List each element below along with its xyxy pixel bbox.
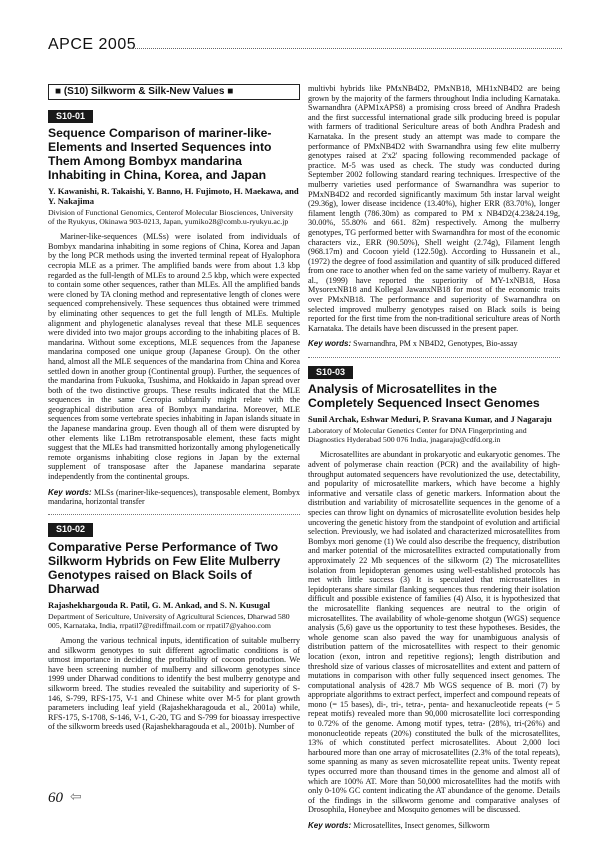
divider: [48, 514, 300, 515]
abstract-title: Comparative Perse Performance of Two Silkworm Hybrids on Few Elite Mulberry Genotypes raised on Black Soils of Dharwad: [48, 540, 281, 597]
abstract-authors: Y. Kawanishi, R. Takaishi, Y. Banno, H. Fujimoto, H. Maekawa, and Y. Nakajima: [48, 186, 299, 207]
abstract-affiliation: Laboratory of Molecular Genetics Center for DNA Fingerprinting and Diagnostics Hyderabad 500 076 India, jnagaraju@cdfd.org.in: [308, 426, 527, 445]
abstract-authors: Rajashekhargouda R. Patil, G. M. Ankad, and S. N. Kusugal: [48, 600, 271, 611]
abstract-keywords: [48, 488, 300, 507]
divider: [308, 357, 560, 358]
abstract-id-tag: S10-02: [48, 523, 93, 537]
header-rule: [130, 48, 562, 49]
abstract-body: Microsatellites are abundant in prokaryotic and eukaryotic genomes. The advent of polymerase chain reaction (PCR) and the availability of high-throughput automated sequencers have revolutionized the use, detectability, and popularity of microsatellite markers, which have become a highly informative and versatile class of genetic markers. Information about the distribution and variability of microsatellite sequences in the genome of a species can throw light on dynamics of microsatellite evolution besides help uncovering the genetic history from the standpoint of evolution and artificial selection. Previously, we had isolated and characterized microsatellites from Bombyx mori genome (1) We could also describe the frequency, distribution and marker potential of the microsatellites extracted computationally from approximately 22 Mb sequences of the silkworm (2) The microsatellites isolation from lepidopteran genomes using well-established protocols has met with little success (3) It is speculated that microsatellites in lepidopterans share similar flanking sequences thus rendering their isolation difficult and possible existence of families (4) Also, it is hypothesized that the microsatellite flanking sequences are neutral to the origin of microsatellites. The availability of whole-genome shotgun (WGS) sequence analysis (5,6) gave us the opportunity to test these hypotheses. Besides, the whole genome scan also paved the way for unambiguous analysis of distribution pattern of the microsatellites with respect to their genomic location (exon, intron and repetitive regions); length distribution and threshold size of various classes of microsatellites and extent and pattern of mutations in comparison with other fully sequenced insect genomes. The computational analysis of 428.7 Mb WGS sequence of B. mori (7) by appropriate algorithms to extract perfect, imperfect and compound repeats of mono (= 15 bases), di-, tri-, tetra-, penta- and hexanucleotide repeats (= 5 repeat motifs) revealed more than 90,000 microsatellite loci corresponding to 0.72% of the genome. Among motif types, tetra- (28%), tri-(26%) and mononucleotide repeats (20%) constituted the bulk of the microsatellites, 13% of which constituted perfect microsatellites. About 2,000 loci harboured more than one array of microsatellites (2.3% of the total repeats), some spanning as many as seven microsatellite repeat units. Twenty repeat types occurred more than thousand times in the genome and almost all of which are 100% AT. More than 50,000 microsatellites had the motifs with only 0-10% GC content indicating the AT abundance of the genome. Details of the findings in the silkworm genome and comparative analyses of Drosophila, Honeybee and Mosquito genomes will be discussed.: [308, 450, 560, 815]
abstract-s10-02: [48, 521, 300, 732]
keywords-text: Swarnandhra, PM x NB4D2, Genotypes, Bio-assay: [353, 339, 518, 349]
keywords-label: Key words:: [48, 487, 92, 497]
section-heading: ■ (S10) Silkworm & Silk-New Values ■: [48, 84, 300, 100]
keywords-label: Key words:: [308, 821, 352, 830]
abstract-title: Analysis of Microsatellites in the Completely Sequenced Insect Genomes: [308, 382, 540, 411]
keywords-text: MLSs (mariner-like-sequences), transposable element, Bombyx mandarina, horizontal transfer: [48, 487, 301, 507]
abstract-body-part-1: Among the various technical inputs, identification of suitable mulberry and silkworm genotypes to suit different agroclimatic conditions is of utmost importance in deciding the profitability of cocoon production. We have been screening number of mulberry and silkworm genotypes since 1999 under Dharwad conditions to identify the best mulberry genotype and silkworm breed. The studies revealed the suitability and superiority of S-146, S-799, RFS-175, V-1 and Chinese white over M-5 for plant growth parameters including leaf yield (Rajashekharagouda et al., 2001a) while, RFS-175, S-1708, S-146, V-1, C-20, TG and S-799 for bioassay irrespective of the silkworm breeds used (Rajashekharagouda et al., 2001b). Number of: [48, 636, 300, 732]
keywords-label: Key words:: [308, 339, 352, 349]
running-header-title: APCE 2005: [48, 36, 137, 53]
abstract-keywords: [308, 339, 560, 348]
abstract-id-tag: S10-03: [308, 366, 353, 380]
abstract-body: Mariner-like-sequences (MLSs) were isolated from individuals of Bombyx mandarina inhabiting in some regions of China, Korea and Japan by the long PCR methods using the inverted terminal repeat of Hyalophora cecropia MLE as a primer. The amplified bands were from about 1.3 kbp regarded as the full-length of MLEs to around 2.5 kbp, which were expected to contain some other sequences, rather than MLEs. All the amplified bands were cloned by TA cloning method and representative length of clones were sequenced comprehensively. These sequences thus obtained were trimmed by eliminating other sequences to get the full length of MLEs. Multiple alignment and phylogenetic alanalyses reveal that these MLE sequences were divided into two major groups according to the inhabiting places of B. mandarina. Without some exceptions, MLE sequences from the Japanese mandarina composed one unique group (Japanese Group). On the other hand, almost all the MLE sequences of the mandarina from China and Korea settled down in another group (Continental group). Further, the sequences of the mandarina from Fukuoka, Tsushima, and Hokkaido in Japan spread over both of the two distinctive groups. These results indicated that the MLE sequences in the same Cecropia subfamily might relate with the geographical distribution area of Bombyx mandarina. Moreover, MLE sequences from some vertebrate species inhabiting in Japan islands situate in the Japanese mandarina group. Even though all of them were disrupted by other elements like L1Bm retrotransposable element, these facts might suggest that the MLEs had transmitted horizontally among phylogenetically remote organisms inhabiting close regions in Japan by the external supplement of transposase after the Japanese mandarina separate independently from the continental groups.: [48, 232, 300, 482]
abstract-title: Sequence Comparison of mariner-like-Elements and Inserted Sequences into Them Among Bombyx mandarina Inhabiting in China, Korea, and Japan: [48, 126, 272, 183]
abstract-affiliation: Division of Functional Genomics, Centerof Molecular Biosciences, University of the Ryukyus, Okinawa 903-0213, Japan, yumiko28@comb.u-ryukyu.ac.jp: [48, 208, 294, 227]
abstract-keywords: [308, 821, 560, 830]
right-column: [308, 84, 560, 838]
abstract-s10-01: [48, 108, 300, 507]
abstract-body-part-2: multivbi hybrids like PMxNB4D2, PMxNB18, MH1xNB4D2 are being grown by the majority of the farmers throughout India including Karnataka. Swarnandhra (APM1xAPS8) a promising cross breed of Andhra Pradesh and the first successful international grade silk producing breed is popular with farmers of traditional Sericulture areas of both Andhra Pradesh and Karnataka. In the present study an attempt was made to compare the performance of PMxNB4D2 with Swarnandhra using few elite mulberry genotypes raised at 2'x2' spacing following recommended package of practice. M-5 was used as check. The study was conducted during September 2002 following standard rearing techniques. Irrespective of the mulberry varieties used performance of Swarnandhra was superior to PMxNB4D2 and recorded significantly maximum 5th instar larval weight (29.36g), lower disease incidence (13.40%), higher ERR (83.70%), longer filament length (786.30m) as compared to PM x NB4D2(4.23&24.19g, 30.00%, 55.80% and 661. 82m) respectively. Among the mulberry genotypes, TG performed better with Swarnandhra for most of the economic characters viz., ERR (90.50%), Shell weight (2.74g), Filament length (968.17m) and Cocoon yield (122.50g). According to Hussanein et al., (1972) the degree of food assimilation and quantity of silk produced differed from one race to another when fed on the same variety of mulberry. Rayar et al., (1999) have reported the superiority of MY-1xNB18, Hosa MysorexNB18 and Kollegal JawanxNB18 for most of the economic traits over PMxNB18. The performance and superiority of Swarnandhra on selected improved mulberry genotypes raised on Black soils is being reported for the first time from the non-traditional sericulture areas of North Karnataka. The details have been discussed in the present paper.: [308, 84, 560, 333]
page-number: 60: [48, 790, 63, 806]
abstract-s10-03: [308, 364, 560, 831]
left-column: [48, 84, 300, 732]
keywords-text: Microsatellites, Insect genomes, Silkworm: [353, 821, 490, 830]
abstract-id-tag: S10-01: [48, 110, 93, 124]
abstract-affiliation: Department of Sericulture, University of Agricultural Sciences, Dharwad 580 005, Karnataka, India, rrpatil7@rediffmail.com or rrpatil7@yahoo.com: [48, 612, 290, 631]
abstract-authors: Sunil Archak, Eshwar Meduri, P. Sravana Kumar, and J Nagaraju: [308, 414, 552, 425]
back-arrow-icon[interactable]: ⇦: [70, 790, 82, 805]
